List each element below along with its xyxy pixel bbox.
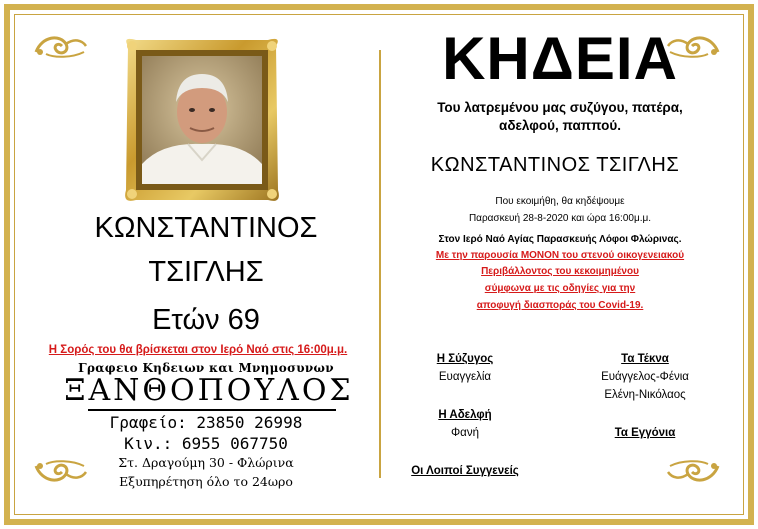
deceased-name-first: ΚΩΝΣΤΑΝΤΙΝΟΣ [94, 212, 318, 244]
page-title: ΚΗΔΕΙΑ [442, 25, 678, 92]
sister-label: Η Αδελφή [438, 409, 492, 421]
mobile-phone: Κιν.: 6955 067750 [124, 434, 288, 453]
spouse-label: Η Σύζυγος [436, 353, 494, 365]
sister-name: Φανή [451, 427, 479, 439]
corner-ornament-icon [664, 458, 722, 488]
logo-underline [88, 409, 336, 411]
funeral-home-logo: ΞΑΝΘΟΠΟΥΛΟΣ [64, 373, 354, 408]
age-label: Ετών 69 [152, 304, 260, 336]
funeral-home-tagline: Γραφειο Κηδειων και Μνημοσυνων [78, 361, 334, 375]
intro-line-2: αδελφού, παππού. [499, 118, 621, 133]
intro-line-1: Του λατρεμένου μας συζύγου, πατέρα, [437, 100, 683, 115]
coffin-location-notice: Η Σορός του θα βρίσκεται στον Ιερό Ναό στις 16:00μ.μ. [48, 344, 348, 356]
covid-notice-line-4: αποφυγή διασποράς του Covid-19. [476, 300, 644, 311]
covid-notice-line-3: σύμφωνα με τις οδηγίες για την [484, 283, 636, 294]
relatives-label: Οι Λοιποί Συγγενείς [411, 465, 519, 477]
corner-ornament-icon [32, 30, 90, 60]
service-hours: Εξυπηρέτηση όλο το 24ωρο [119, 474, 293, 489]
grandchildren-label: Τα Εγγόνια [614, 427, 676, 439]
info-line-1: Που εκοιμήθη, θα κηδέψουμε [495, 196, 625, 207]
covid-notice-line-1: Με την παρουσία ΜΟΝΟΝ του στενού οικογενειακού [435, 250, 685, 261]
children-names-2: Ελένη-Νικόλαος [604, 389, 686, 401]
covid-notice-line-2: Περιβάλλοντος του κεκοιμημένου [481, 266, 639, 277]
church-location: Στον Ιερό Ναό Αγίας Παρασκευής Λόφοι Φλώρινας. [438, 234, 682, 245]
children-label: Τα Τέκνα [621, 353, 669, 365]
portrait-photo [122, 36, 282, 204]
deceased-full-name: ΚΩΝΣΤΑΝΤΙΝΟΣ ΤΣΙΓΛΗΣ [430, 154, 680, 176]
column-divider [379, 50, 381, 478]
children-names-1: Ευάγγελος-Φένια [601, 371, 689, 383]
funeral-home-address: Στ. Δραγούμη 30 - Φλώρινα [118, 455, 294, 470]
spouse-name: Ευαγγελία [438, 371, 492, 383]
deceased-name-last: ΤΣΙΓΛΗΣ [148, 256, 264, 288]
office-phone: Γραφείο: 23850 26998 [109, 413, 303, 432]
funeral-date: Παρασκευή 28-8-2020 και ώρα 16:00μ.μ. [468, 213, 652, 224]
